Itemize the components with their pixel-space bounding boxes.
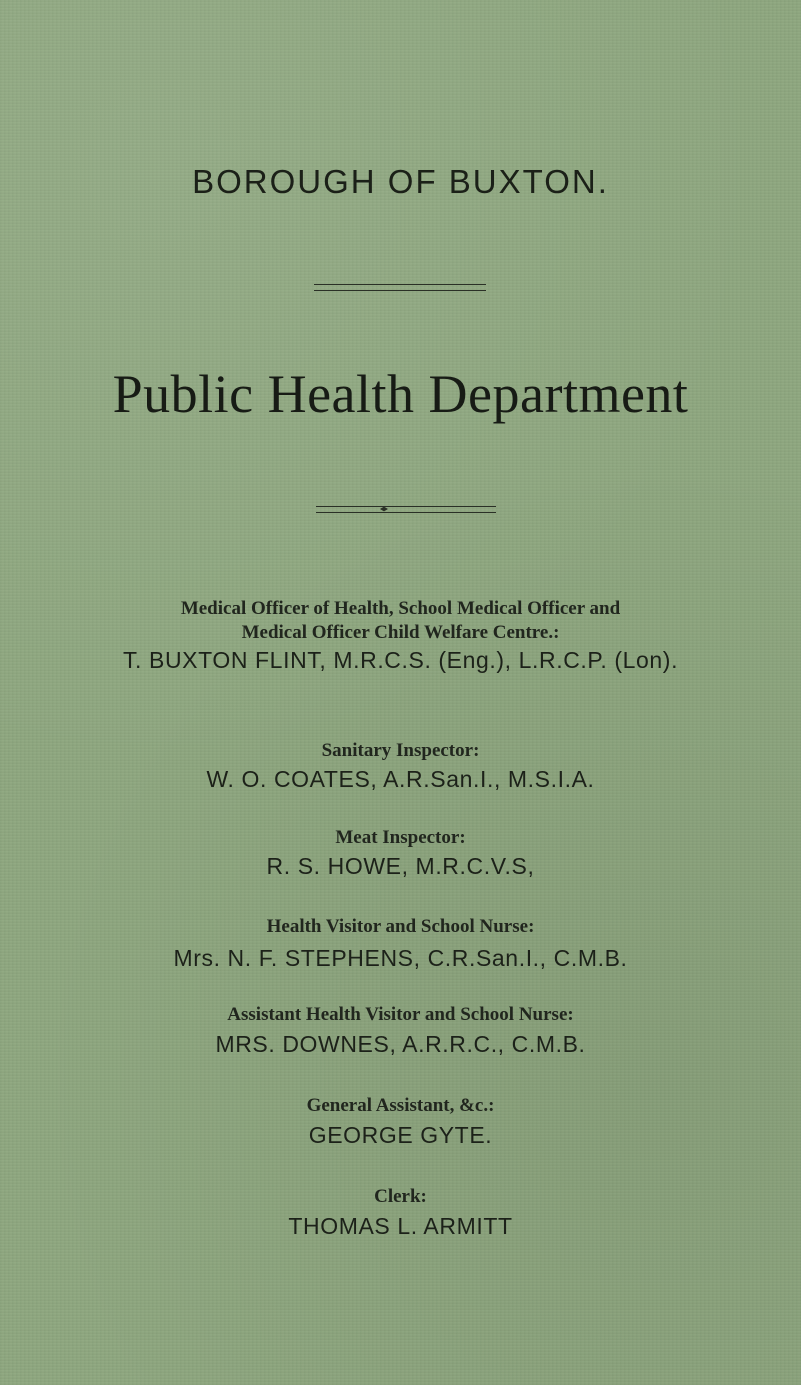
name-general-assistant: GEORGE GYTE. xyxy=(308,1122,493,1148)
name-medical-officer: T. BUXTON FLINT, M.R.C.S. (Eng.), L.R.C.P. (Lon). xyxy=(122,647,679,673)
double-rule-top-lower xyxy=(314,290,486,291)
borough-title: BOROUGH OF BUXTON. xyxy=(192,163,609,200)
double-rule-ornament xyxy=(316,506,496,507)
role-medical-officer-line2: Medical Officer Child Welfare Centre.: xyxy=(241,622,560,643)
name-sanitary-inspector: W. O. COATES, A.R.San.I., M.S.I.A. xyxy=(206,766,595,792)
role-assistant-health-visitor: Assistant Health Visitor and School Nurse: xyxy=(227,1004,574,1025)
name-health-visitor: Mrs. N. F. STEPHENS, C.R.San.I., C.M.B. xyxy=(173,945,628,971)
role-general-assistant: General Assistant, &c.: xyxy=(306,1095,495,1116)
double-rule-ornament-lower xyxy=(316,512,496,513)
name-assistant-health-visitor: MRS. DOWNES, A.R.R.C., C.M.B. xyxy=(215,1031,586,1057)
role-meat-inspector: Meat Inspector: xyxy=(335,827,466,848)
role-health-visitor: Health Visitor and School Nurse: xyxy=(266,916,535,937)
name-meat-inspector: R. S. HOWE, M.R.C.V.S, xyxy=(266,853,535,879)
role-sanitary-inspector: Sanitary Inspector: xyxy=(321,740,480,761)
department-title: Public Health Department xyxy=(112,364,689,424)
name-clerk: THOMAS L. ARMITT xyxy=(288,1213,513,1239)
double-rule-top xyxy=(314,284,486,285)
role-clerk: Clerk: xyxy=(374,1186,427,1207)
role-medical-officer-line1: Medical Officer of Health, School Medical Officer and xyxy=(180,598,621,619)
